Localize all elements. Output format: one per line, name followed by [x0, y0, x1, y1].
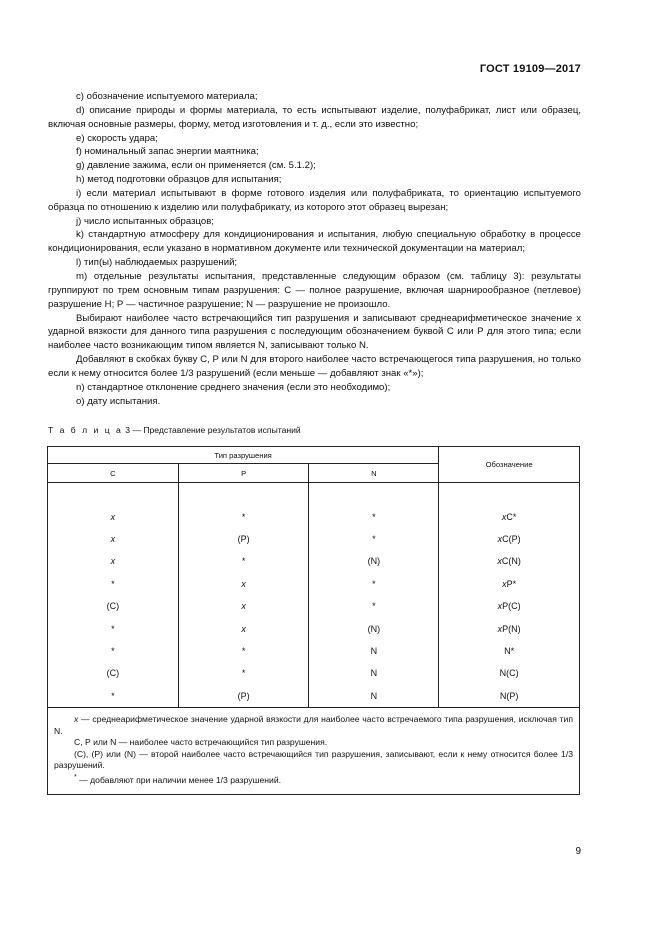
table-row: [48, 617, 580, 639]
designation-mean-symbol: x: [497, 556, 502, 567]
cell-designation: [439, 595, 580, 617]
designation-code: C(P): [502, 533, 521, 544]
designation-mean-symbol: x: [497, 533, 503, 544]
paragraph: i) если материал испытывают в форме готового изделия или полуфабриката, то ориентацию испытуемого образца по отношению к изделию или полуфабрикату, из которого этот образец вырезан;: [48, 187, 581, 213]
table-row: [48, 505, 580, 527]
designation-code: N(P): [499, 690, 519, 701]
cell-c: (C): [48, 662, 179, 684]
paragraph: m) отдельные результаты испытания, представленные следующим образом (см. таблицу 3): результаты группируют по трем основным типам разрушения: С — полное разрушение, включая шарнирообразное (петлевое) разрушение Н; Р — частичное разрушение; N — разрушение не произошло.: [48, 270, 581, 310]
column-header-p: Р: [178, 464, 309, 483]
paragraph: k) стандартную атмосферу для кондиционирования и испытания, любую специальную обработку в процессе кондиционирования, если указано в нормативном документе или технической документации на материал;: [48, 229, 581, 255]
cell-p: x: [178, 573, 309, 595]
note-second-type: (С), (Р) или (N) — второй наиболее часто встречающийся тип разрушения, записывают, если к нему относится более 1/3 разрушений.: [54, 748, 573, 771]
cell-n: N: [309, 640, 439, 662]
table-row: [48, 685, 580, 708]
designation-mean-symbol: x: [501, 511, 507, 522]
note-mean-value: [54, 714, 573, 737]
paragraph: f) номинальный запас энергии маятника;: [76, 146, 259, 158]
table-caption-title: 3 — Представление результатов испытаний: [125, 425, 301, 435]
cell-c: x: [48, 550, 179, 572]
paragraph: c) обозначение испытуемого материала;: [76, 91, 258, 102]
table-caption-prefix: Т а б л и ц а: [48, 425, 123, 435]
cell-c: *: [48, 573, 179, 595]
note-text: — добавляют при наличии менее 1/3 разрушений.: [76, 774, 282, 785]
designation-code: P(C): [502, 601, 521, 612]
cell-designation: [439, 662, 580, 684]
note-main-type: С, Р или N — наиболее часто встречающийся тип разрушения.: [74, 737, 328, 748]
cell-c: *: [48, 617, 179, 639]
cell-designation: [439, 685, 580, 708]
table-row: [48, 595, 580, 617]
paragraph: n) стандартное отклонение среднего значения (если это необходимо);: [76, 381, 391, 393]
cell-n: *: [309, 528, 439, 550]
designation-code: C*: [506, 511, 517, 522]
cell-p: *: [178, 505, 309, 527]
table-row: [48, 573, 580, 595]
paragraph: h) метод подготовки образцов для испытания;: [76, 174, 282, 186]
designation-mean-symbol: x: [497, 623, 503, 634]
cell-c: *: [48, 640, 179, 662]
paragraph: g) давление зажима, если он применяется (см. 5.1.2);: [76, 160, 316, 172]
designation-code: N(C): [499, 668, 519, 679]
designation-code: N*: [504, 645, 515, 656]
paragraph: j) число испытанных образцов;: [76, 215, 214, 227]
cell-designation: [439, 617, 580, 639]
cell-p: (P): [178, 528, 309, 550]
header-separator: [48, 483, 580, 506]
cell-p: *: [178, 550, 309, 572]
cell-p: *: [178, 662, 309, 684]
cell-c: x: [48, 505, 179, 527]
table-row: [48, 640, 580, 662]
table-row: [48, 528, 580, 550]
cell-designation: [439, 505, 580, 527]
designation-code: C(N): [501, 556, 521, 567]
paragraph: о) дату испытания.: [76, 395, 161, 407]
paragraph: Выбирают наиболее часто встречающийся тип разрушения и записывают среднеарифметическое значение x ударной вязкости для данного типа разрушения с последующим обозначением буквой С или Р для этого типа; если наиболее часто возникающим типом является N, записывают только N.: [48, 312, 581, 352]
cell-c: (C): [48, 595, 179, 617]
column-header-c: С: [48, 464, 179, 483]
note-asterisk-mark: *: [74, 772, 77, 781]
cell-n: (N): [309, 617, 439, 639]
cell-n: (N): [309, 550, 439, 572]
results-table: [47, 446, 580, 795]
cell-designation: [439, 550, 580, 572]
cell-c: *: [48, 685, 179, 708]
cell-designation: [439, 573, 580, 595]
table-row: [48, 662, 580, 684]
designation-code: P*: [506, 578, 517, 589]
paragraph: Добавляют в скобках букву С, Р или N для второго наиболее часто встречающегося типа разрушения, но только если к нему относится более 1/3 разрушений (если меньше — добавляют знак «*»);: [48, 354, 581, 379]
designation-header: Обозначение: [439, 447, 580, 483]
paragraph: d) описание природы и формы материала, то есть испытывают изделие, полуфабрикат, лист или образец, включая основные размеры, форму, метод изготовления и т. д., если это известно;: [48, 104, 581, 130]
cell-p: x: [178, 617, 309, 639]
cell-c: x: [48, 528, 179, 550]
designation-mean-symbol: x: [502, 578, 507, 589]
cell-p: (P): [178, 685, 309, 708]
cell-n: N: [309, 685, 439, 708]
table-caption: [48, 425, 301, 435]
cell-n: *: [309, 573, 439, 595]
designation-code: P(N): [502, 623, 521, 634]
cell-n: *: [309, 595, 439, 617]
note-text: — среднеарифметическое значение ударной вязкости для наиболее часто встречаемого типа разрушения, исключая тип N.: [54, 713, 573, 736]
failure-type-header: Тип разрушения: [48, 447, 439, 464]
standard-header: ГОСТ 19109—2017: [479, 63, 581, 75]
table-notes: [48, 707, 580, 794]
paragraph: e) скорость удара;: [76, 132, 158, 144]
paragraph: l) тип(ы) наблюдаемых разрушений;: [76, 257, 238, 269]
cell-n: *: [309, 505, 439, 527]
table-notes-cell: [48, 707, 580, 794]
note-asterisk: [54, 772, 573, 786]
column-header-n: N: [309, 464, 439, 483]
cell-n: N: [309, 662, 439, 684]
body-text: [48, 90, 581, 408]
page-number: 9: [575, 846, 581, 857]
table-body: [48, 483, 580, 708]
table-row: [48, 550, 580, 572]
cell-designation: [439, 640, 580, 662]
designation-mean-symbol: x: [497, 601, 503, 612]
cell-p: *: [178, 640, 309, 662]
cell-designation: [439, 528, 580, 550]
note-symbol-x: x: [74, 713, 79, 724]
cell-p: x: [178, 595, 309, 617]
